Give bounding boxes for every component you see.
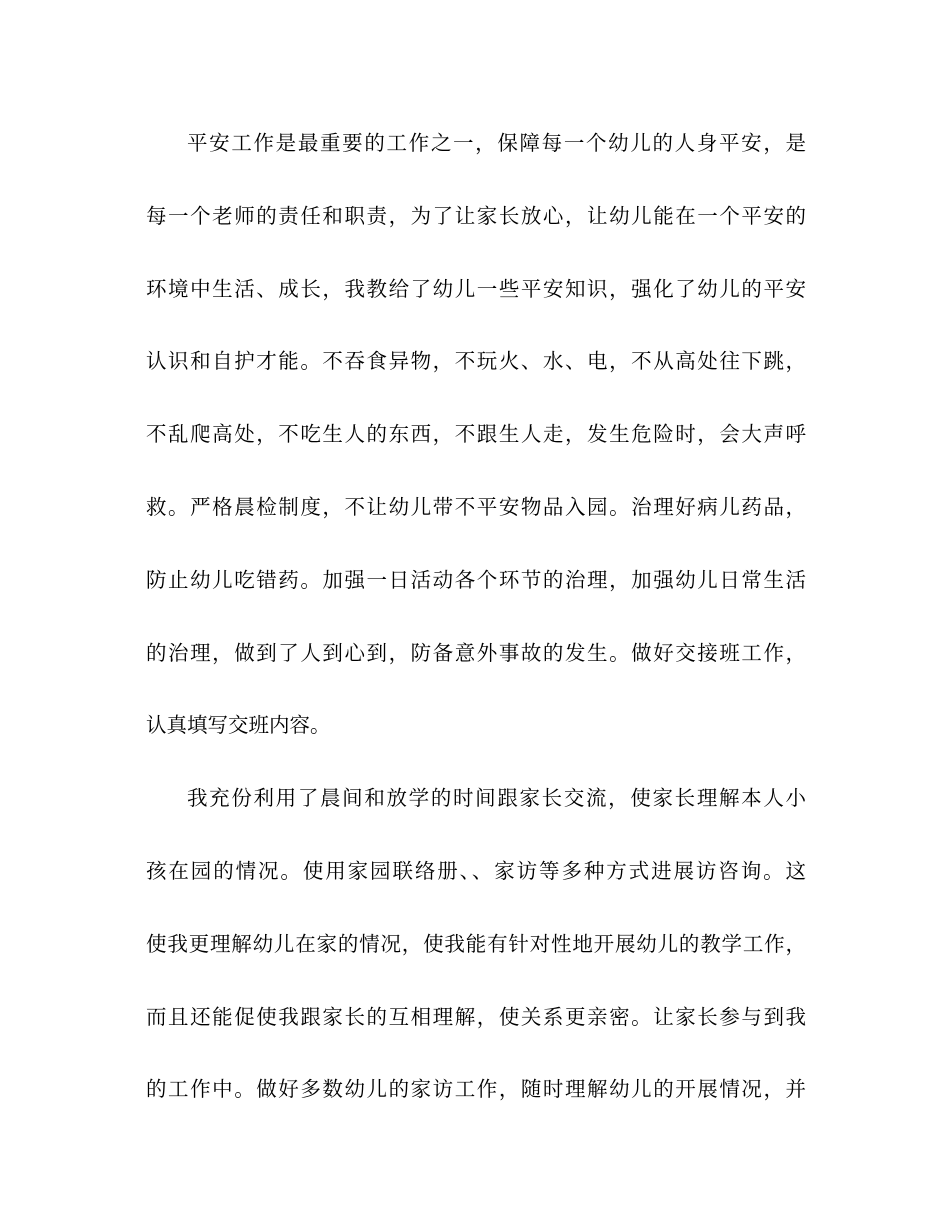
text-line: 每一个老师的责任和职责，为了让家长放心，让幼儿能在一个平安的 — [146, 203, 806, 228]
text-line: 而且还能促使我跟家长的互相理解，使关系更亲密。让家长参与到我 — [146, 1004, 806, 1029]
text-line: 不乱爬高处，不吃生人的东西，不跟生人走，发生危险时，会大声呼 — [146, 422, 806, 447]
text-line: 的工作中。做好多数幼儿的家访工作，随时理解幼儿的开展情况，并 — [146, 1077, 806, 1102]
text-line: 认真填写交班内容。 — [146, 713, 331, 738]
text-line: 使我更理解幼儿在家的情况，使我能有针对性地开展幼儿的教学工作， — [146, 931, 806, 956]
document-body — [146, 115, 806, 1134]
text-line: 孩在园的情况。使用家园联络册、、家访等多种方式进展访咨询。这 — [146, 858, 806, 883]
text-line: 的治理，做到了人到心到，防备意外事故的发生。做好交接班工作， — [146, 640, 806, 665]
text-line: 防止幼儿吃错药。加强一日活动各个环节的治理，加强幼儿日常生活 — [146, 567, 806, 592]
text-line: 救。严格晨检制度，不让幼儿带不平安物品入园。治理好病儿药品， — [146, 494, 806, 519]
text-line: 平安工作是最重要的工作之一，保障每一个幼儿的人身平安，是 — [187, 131, 806, 155]
paragraph-safety — [146, 115, 806, 770]
text-line: 认识和自护才能。不吞食异物，不玩火、水、电，不从高处往下跳， — [146, 349, 806, 374]
paragraph-parent-communication — [146, 770, 806, 1134]
text-line: 环境中生活、成长，我教给了幼儿一些平安知识，强化了幼儿的平安 — [146, 276, 806, 301]
text-line: 我充份利用了晨间和放学的时间跟家长交流，使家长理解本人小 — [187, 786, 806, 811]
